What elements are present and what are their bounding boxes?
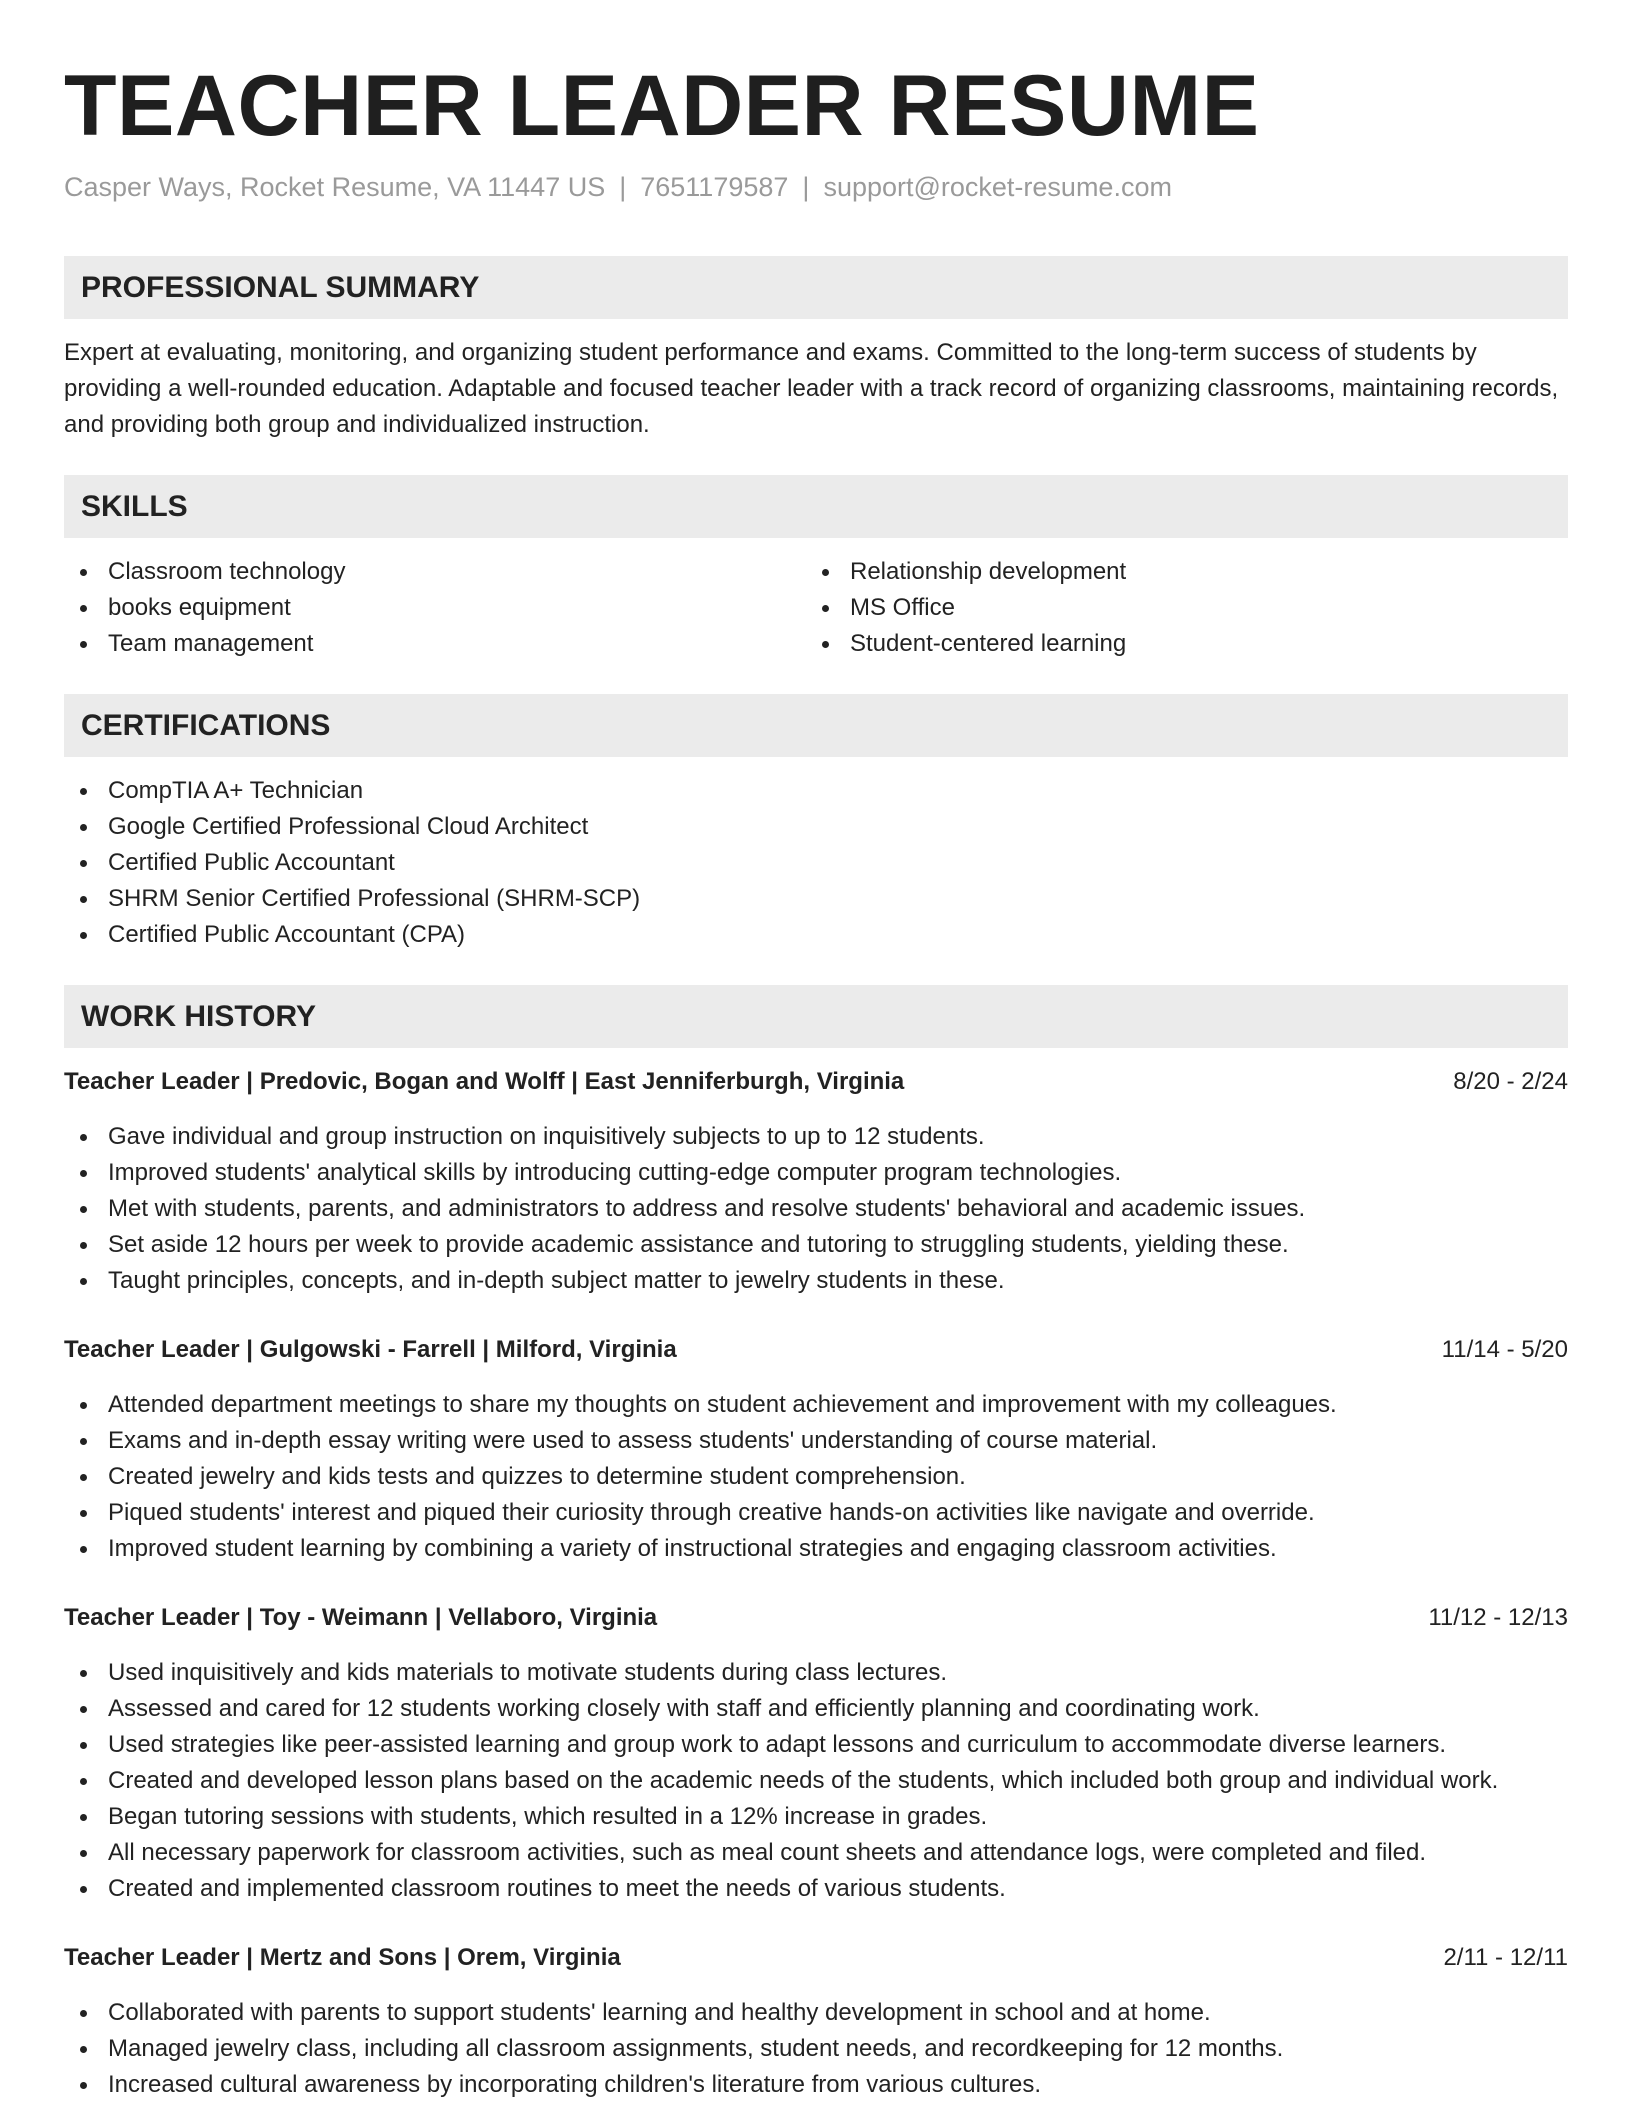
job-bullet: Created jewelry and kids tests and quizzes to determine student comprehension. — [64, 1459, 1568, 1495]
job-dates: 8/20 - 2/24 — [1453, 1068, 1568, 1095]
skill-item: Team management — [64, 626, 806, 662]
contact-line — [64, 170, 1568, 204]
job-header — [64, 1332, 1568, 1368]
job-entry — [64, 1064, 1568, 1299]
job-title: Teacher Leader | Gulgowski - Farrell | Milford, Virginia — [64, 1336, 677, 1363]
job-entry — [64, 1332, 1568, 1567]
contact-separator: | — [802, 172, 810, 202]
job-header — [64, 1940, 1568, 1976]
certification-item: Certified Public Accountant — [64, 845, 1568, 881]
job-bullets — [64, 1655, 1568, 1907]
skills-list-left — [64, 554, 806, 662]
certifications-list — [64, 773, 1568, 953]
job-bullets — [64, 1387, 1568, 1567]
skill-item: MS Office — [806, 590, 1568, 626]
job-title: Teacher Leader | Predovic, Bogan and Wolff | East Jenniferburgh, Virginia — [64, 1068, 905, 1095]
job-entry — [64, 1600, 1568, 1907]
contact-address: Casper Ways, Rocket Resume, VA 11447 US — [64, 172, 606, 202]
job-bullets — [64, 1995, 1568, 2103]
contact-phone: 7651179587 — [640, 172, 789, 202]
job-bullet: Assessed and cared for 12 students working closely with staff and efficiently planning and coordinating work. — [64, 1691, 1568, 1727]
job-bullet: Met with students, parents, and administrators to address and resolve students' behavioral and academic issues. — [64, 1191, 1568, 1227]
contact-email: support@rocket-resume.com — [823, 172, 1172, 202]
job-bullet: Gave individual and group instruction on inquisitively subjects to up to 12 students. — [64, 1119, 1568, 1155]
job-bullet: Improved students' analytical skills by introducing cutting-edge computer program technologies. — [64, 1155, 1568, 1191]
skill-item: Classroom technology — [64, 554, 806, 590]
job-bullet: Used strategies like peer-assisted learning and group work to adapt lessons and curriculum to accommodate diverse learners. — [64, 1727, 1568, 1763]
job-bullet: Collaborated with parents to support students' learning and healthy development in school and at home. — [64, 1995, 1568, 2031]
skill-item: Relationship development — [806, 554, 1568, 590]
certification-item: Certified Public Accountant (CPA) — [64, 917, 1568, 953]
skills-heading: SKILLS — [64, 475, 1568, 538]
job-dates: 11/12 - 12/13 — [1428, 1604, 1568, 1631]
job-bullet: All necessary paperwork for classroom activities, such as meal count sheets and attendance logs, were completed and filed. — [64, 1835, 1568, 1871]
job-title: Teacher Leader | Mertz and Sons | Orem, Virginia — [64, 1944, 621, 1971]
job-bullet: Set aside 12 hours per week to provide academic assistance and tutoring to struggling students, yielding these. — [64, 1227, 1568, 1263]
job-header — [64, 1600, 1568, 1636]
skill-item: books equipment — [64, 590, 806, 626]
skills-grid — [64, 554, 1568, 662]
job-bullets — [64, 1119, 1568, 1299]
job-bullet: Created and developed lesson plans based on the academic needs of the students, which included both group and individual work. — [64, 1763, 1568, 1799]
certification-item: CompTIA A+ Technician — [64, 773, 1568, 809]
job-bullet: Managed jewelry class, including all classroom assignments, student needs, and recordkeeping for 12 months. — [64, 2031, 1568, 2067]
job-bullet: Created and implemented classroom routines to meet the needs of various students. — [64, 1871, 1568, 1907]
certifications-heading: CERTIFICATIONS — [64, 694, 1568, 757]
skills-list-right — [806, 554, 1568, 662]
job-bullet: Piqued students' interest and piqued their curiosity through creative hands-on activities like navigate and override. — [64, 1495, 1568, 1531]
job-entry — [64, 1940, 1568, 2103]
job-bullet: Used inquisitively and kids materials to motivate students during class lectures. — [64, 1655, 1568, 1691]
certification-item: SHRM Senior Certified Professional (SHRM-SCP) — [64, 881, 1568, 917]
job-bullet: Increased cultural awareness by incorporating children's literature from various cultures. — [64, 2067, 1568, 2103]
job-title: Teacher Leader | Toy - Weimann | Vellaboro, Virginia — [64, 1604, 658, 1631]
job-bullet: Taught principles, concepts, and in-depth subject matter to jewelry students in these. — [64, 1263, 1568, 1299]
job-bullet: Exams and in-depth essay writing were used to assess students' understanding of course material. — [64, 1423, 1568, 1459]
contact-separator: | — [619, 172, 627, 202]
skill-item: Student-centered learning — [806, 626, 1568, 662]
job-bullet: Improved student learning by combining a variety of instructional strategies and engaging classroom activities. — [64, 1531, 1568, 1567]
summary-text: Expert at evaluating, monitoring, and organizing student performance and exams. Committed to the long-term success of students by providing a well-rounded education. Adaptable and focused teacher leader with a track record of organizing classrooms, maintaining records, and providing both group and individualized instruction. — [64, 339, 1559, 438]
job-dates: 11/14 - 5/20 — [1441, 1336, 1568, 1363]
resume-title: TEACHER LEADER RESUME — [64, 58, 1260, 154]
job-header — [64, 1064, 1568, 1100]
job-dates: 2/11 - 12/11 — [1443, 1944, 1568, 1971]
certification-item: Google Certified Professional Cloud Architect — [64, 809, 1568, 845]
job-bullet: Attended department meetings to share my thoughts on student achievement and improvement with my colleagues. — [64, 1387, 1568, 1423]
summary-heading: PROFESSIONAL SUMMARY — [64, 256, 1568, 319]
work-history-heading: WORK HISTORY — [64, 985, 1568, 1048]
job-bullet: Began tutoring sessions with students, which resulted in a 12% increase in grades. — [64, 1799, 1568, 1835]
